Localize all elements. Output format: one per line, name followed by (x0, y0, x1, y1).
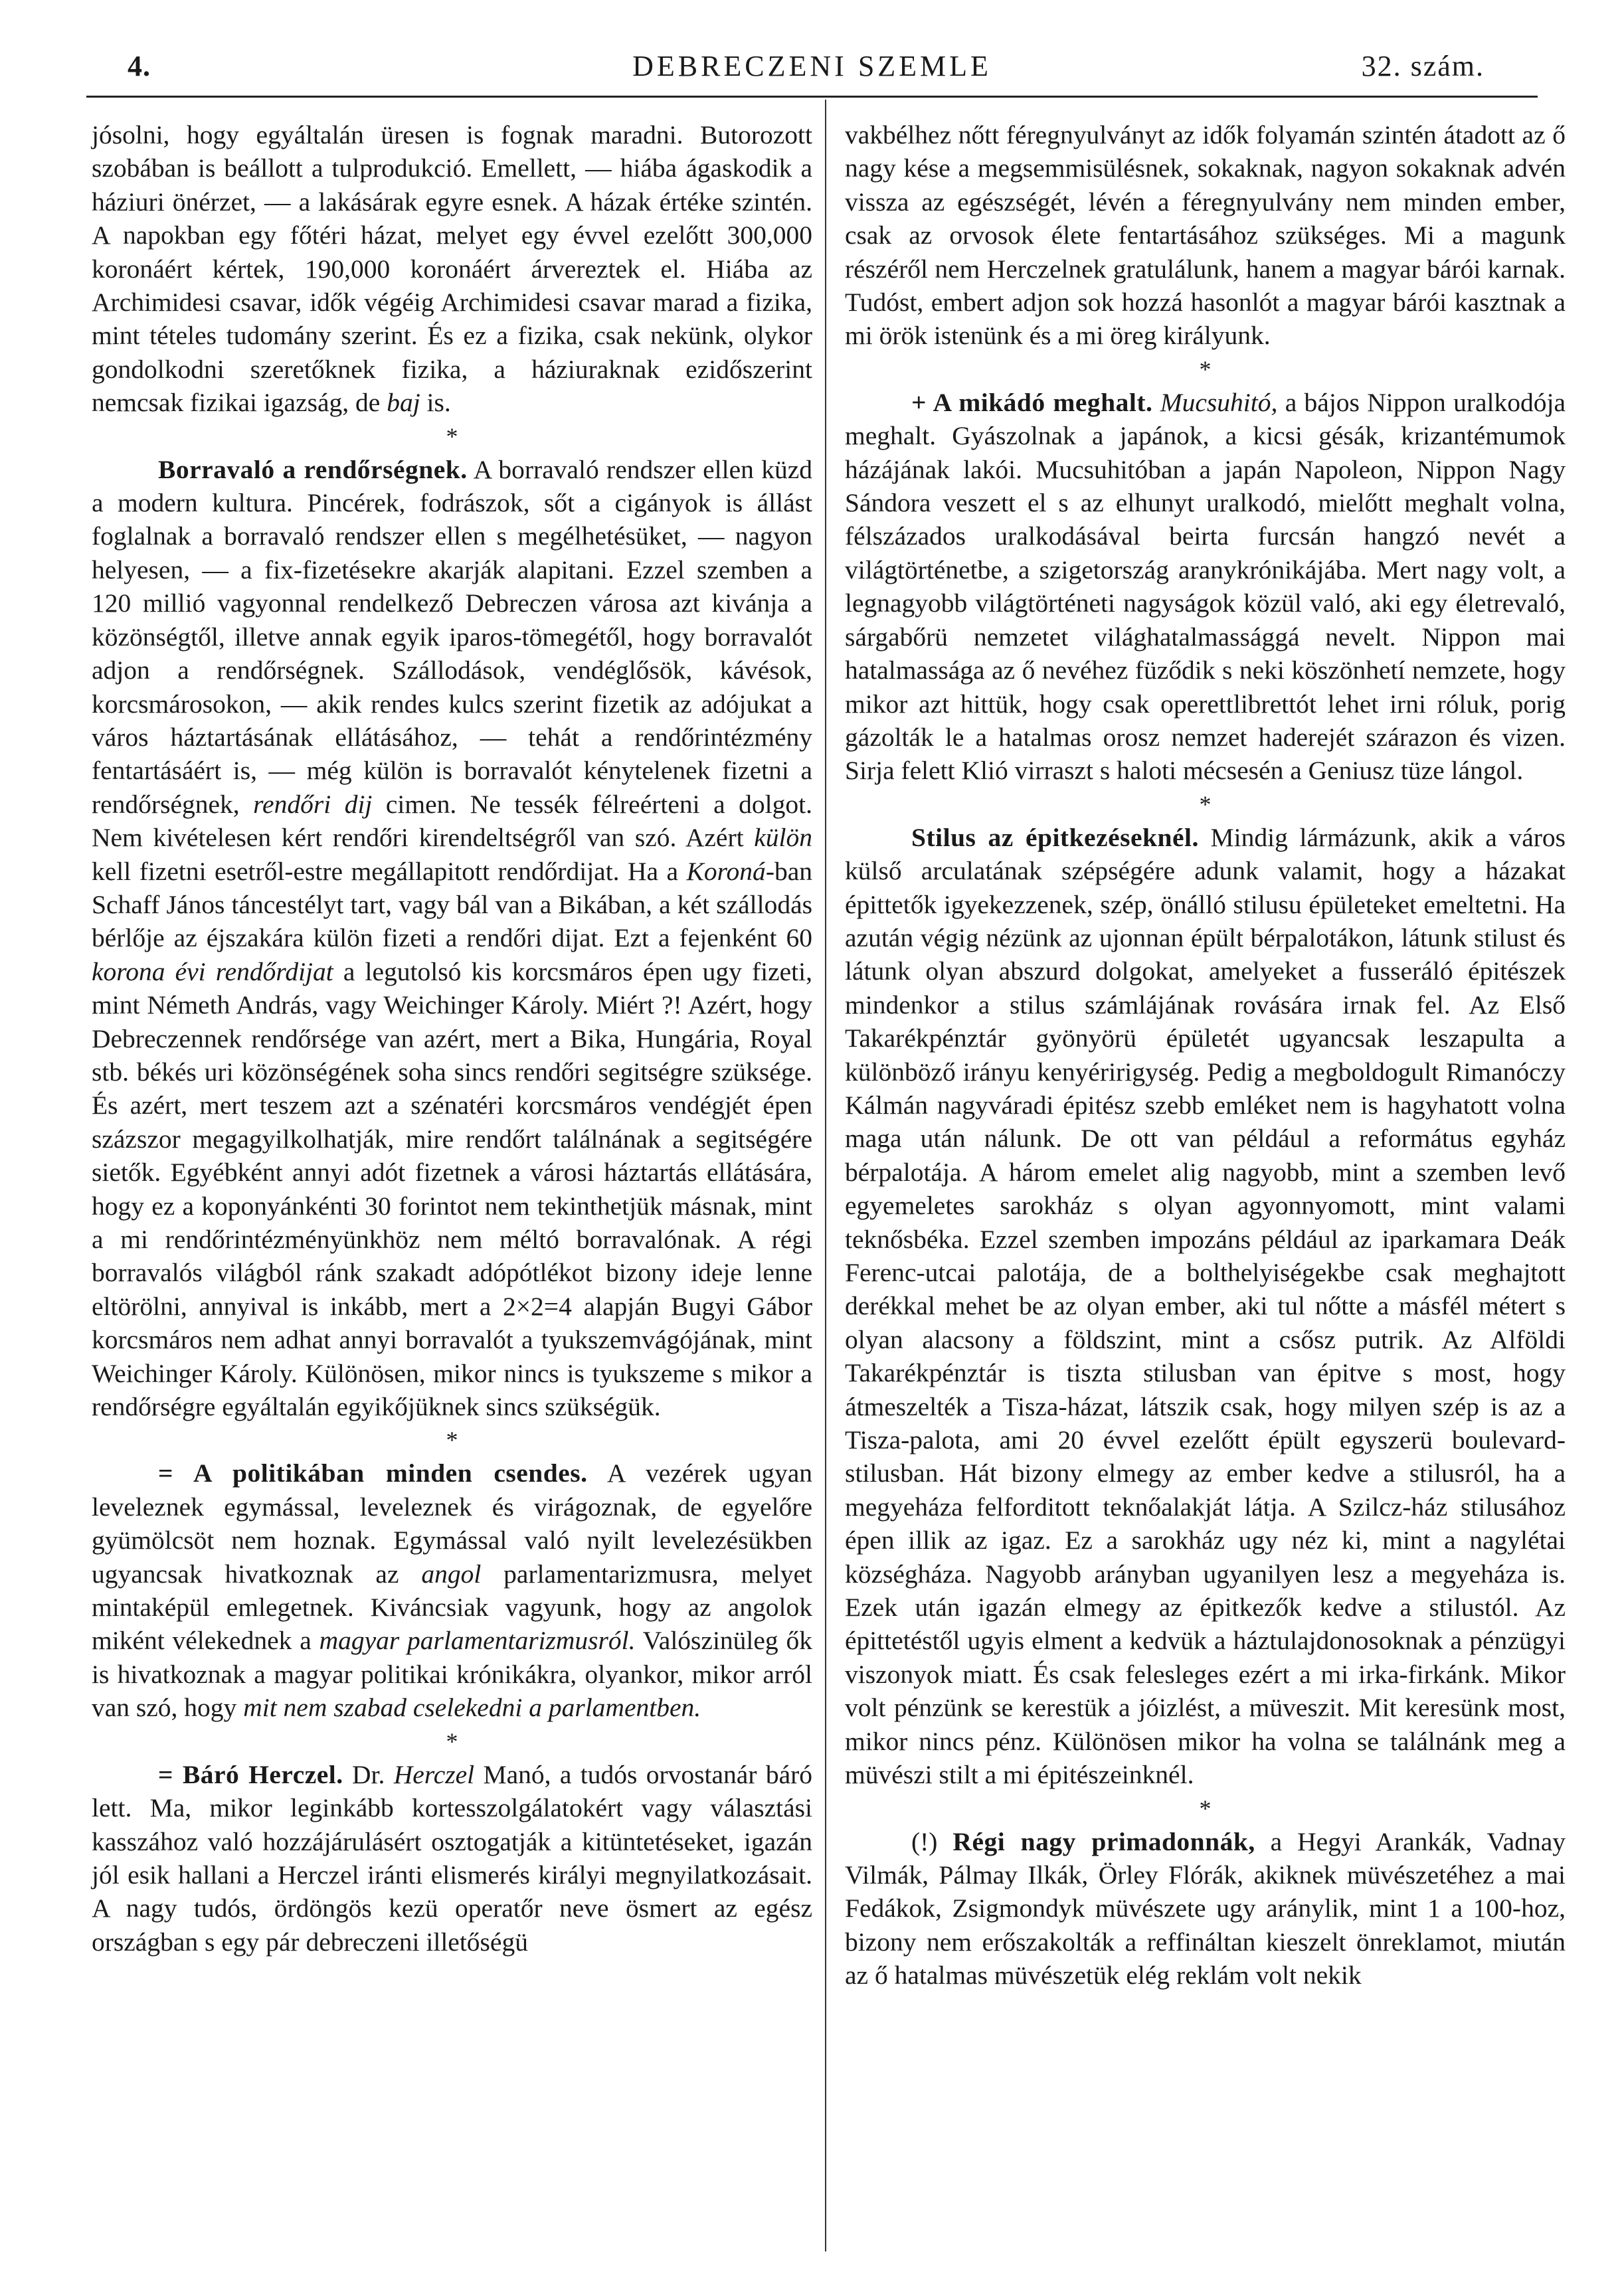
header-rule (86, 96, 1538, 98)
article-title: + A mikádó meghalt. (911, 387, 1153, 417)
section-separator: * (446, 1427, 458, 1454)
right-column (845, 118, 1566, 1992)
section-separator: * (1199, 790, 1212, 818)
article-title: = A politikában minden csendes. (158, 1458, 588, 1488)
page-header (86, 45, 1538, 98)
article-primadonnak: (!) Régi nagy primadonnák, a Hegyi Arankák, Vadnay Vilmák, Pálmay Ilkák, Örley Flórák, akiknek müvészetéhez a mai Fedákok, Zsigmondyk müvészete ugy aránylik, mint 1 a 100-hoz, bizony nem erőszakolták a reffináltan kieszelt önreklamot, miután az ő hatalmas müvészetük elég reklám volt nekik (845, 1826, 1566, 1990)
journal-title: DEBRECZENI SZEMLE (632, 50, 992, 82)
article-title: Borravaló a rendőrségnek. (158, 454, 468, 484)
page-number: 4. (128, 50, 151, 82)
article-stilus: Stilus az épitkezéseknél. Mindig lármázunk, akik a város külső arculatának szépségére adunk valamit, hogy a házakat épittetők igyekezzenek, szép, önálló stilusu épületeket emeltetni. Ha azután végig nézünk az ujonnan épült bérpalotákon, látunk stilust és látunk olyan abszurd dolgokat, amelyeket a fusseráló épitészek mindenkor a stilus számlájának rovására irnak fel. Az Első Takarékpénztár gyönyörü épületét ugyancsak leszapulta a különböző irányu kenyéririgység. Pedig a megboldogult Rimanóczy Kálmán nagyváradi épitész szebb emléket nem is hagyhatott volna maga után nálunk. De ott van például a református egyház bérpalotája. A három emelet alig nagyobb, mint a szemben levő egyemeletes sarokház s olyan agyonnyomott, mint valami teknősbéka. Ezzel szemben impozáns például az iparkamara Deák Ferenc-utcai palotája, de a bolthelyiségekbe csak meghajtott derékkal mehet be az olyan ember, aki tul nőtte a másfél métert s olyan alacsony a földszint, mint a csősz putrik. Az Alföldi Takarékpénztár is tiszta stilusban van épitve s most, hogy átmeszelték a Tisza-házat, látszik csak, hogy milyen szép is az a Tisza-palota, ami 20 évvel ezelőtt épült egyszerü boulevard-stilusban. Hát bizony elmegy az ember kedve a stilusról, ha a megyeháza felforditott teknőalakját látja. A Szilcz-ház stilusához épen illik az igaz. Ez a sarokház ugy néz ki, mint a nagylétai községháza. Nagyobb arányban ugyanilyen lesz a megyeháza is. Ezek után igazán elmegy az épitkezők kedve a stilustól. Az épittetéstől ugyis elment a kedvük a háztulajdonosoknak a pénzügyi viszonyok miatt. És csak felesleges ezért a mi irka-firkánk. Mikor volt pénzünk se kerestük a jóizlést, a müveszit. Mit keresünk most, mikor nincs pénz. Különösen mikor ha volna se találnánk meg a müvészi stilt a mi épitészeinknél. (845, 822, 1566, 1790)
section-separator: * (1199, 355, 1212, 383)
article-title: Stilus az épitkezéseknél. (911, 822, 1199, 852)
article-mikado: + A mikádó meghalt. Mucsuhitó, a bájos Nippon uralkodója meghalt. Gyászolnak a japánok, a kicsi gésák, krizantémumok házájának lakói. Mucsuhitóban a japán Napoleon, Nippon Nagy Sándora veszett el s az elhunyt uralkodó, mielőtt meghalt volna, félszázados uralkodásával beirta furcsán hangzó nevét a világtörténetbe, a szigetország aranykrónikájába. Mert nagy volt, a legnagyobb világtörténeti nagyságok közül való, aki egy életrevaló, sárgabőrü nemzetet világhatalmassággá nevelt. Nippon mai hatalmassága az ő nevéhez füződik s neki köszönhetí nemzete, hogy mikor azt hittük, hogy csak operettlibrettót lehet irni róluk, porig gázolták le a hatalmas orosz nemzet haderejét szárazon és vizen. Sirja felett Klió virraszt s haloti mécsesén a Geniusz tüze lángol. (845, 387, 1566, 786)
paragraph-herczel-cont: vakbélhez nőtt féregnyulványt az idők folyamán szintén átadott az ő nagy kése a megsemmisülésnek, sokaknak, nagyon sokaknak advén vissza az egészségét, lévén a féregnyulvány nem minden ember, csak az orvosok élete fentartásához szükséges. Mi a magunk részéről nem Herczelnek gratulálunk, hanem a magyar bárói karnak. Tudóst, embert adjon sok hozzá hasonlót a magyar bárói kasztnak a mi örök istenünk és a mi öreg királyunk. (845, 120, 1566, 351)
article-herczel: = Báró Herczel. Dr. Herczel Manó, a tudós orvostanár báró lett. Ma, mikor leginkább kortesszolgálatokért vagy választási kasszához való hozzájárulásért osztogatják a kitüntetéseket, igazán jól esik hallani a Herczel iránti elismerés királyi megnyilatkozásait. A nagy tudós, ördöngös kezü operatőr neve ösmert az egész országban s egy pár debreczeni illetőségü (92, 1759, 813, 1957)
column-divider (825, 100, 826, 2251)
article-title: Régi nagy primadonnák, (952, 1826, 1255, 1856)
paragraph-fizika: jósolni, hogy egyáltalán üresen is fognak maradni. Butorozott szobában is beállott a tulprodukció. Emellett, — hiába ágaskodik a háziuri önérzet, — a lakásárak egyre esnek. A házak értéke szintén. A napokban egy főtéri házat, melyet egy évvel ezelőtt 300,000 koronáért kértek, 190,000 koronáért árvereztek el. Hiába az Archimidesi csavar, idők végéig Archimidesi csavar marad a fizika, mint tételes tudomány szerint. És ez a fizika, csak nekünk, olykor gondolkodni szeretőknek fizika, a háziuraknak ezidőszerint nemcsak fizikai igazság, de baj is. (92, 120, 812, 418)
section-separator: * (446, 1727, 458, 1755)
issue-number: 32. szám. (1361, 50, 1485, 82)
article-borravalo: Borravaló a rendőrségnek. A borravaló rendszer ellen küzd a modern kultura. Pincérek, fodrászok, sőt a cigányok is állást foglalnak a borravaló rendszer ellen s megélhetésüket, — nagyon helyesen, — a fix-fizetésekre akarják alapitani. Ezzel szemben a 120 millió vagyonnal rendelkező Debreczen városa azt kivánja a közönségtől, illetve annak egyik iparos-tömegétől, hogy borravalót adjon a rendőrségnek. Szállodások, vendéglősök, kávésok, korcsmárosokon, — akik rendes kulcs szerint fizetik az adójukat a város háztartásának ellátásához, — tehát a rendőrintézmény fentartásáért is, — még külön is borravalót kénytelenek fizetni a rendőrségnek, rendőri dij cimen. Ne tessék félreérteni a dolgot. Nem kivételesen kért rendőri kirendeltségről van szó. Azért külön kell fizetni esetről-estre megállapitott rendőrdijat. Ha a Koroná-ban Schaff János táncestélyt tart, vagy bál van a Bikában, a két szállodás bérlője az éjszakára külön fizeti a rendőri dijat. Ezt a fejenként 60 korona évi rendőrdijat a legutolsó kis korcsmáros épen ugy fizeti, mint Németh András, vagy Weichinger Károly. Miért ?! Azért, hogy Debreczennek rendőrsége van azért, mert a Bika, Hungária, Royal stb. békés uri közönségének soha sincs rendőri segitségre szüksége. És azért, mert teszem azt a szénatéri korcsmáros vendégjét épen százszor megagyilkolhatják, mire rendőrt találnának a segitségére sietők. Egyébként annyi adót fizetnek a városi háztartás ellátására, hogy ez a koponyánkénti 30 forintot nem tekinthetjük másnak, mint a mi rendőrintézményünkhöz nem méltó borravalónak. A régi borravalós világból ránk szakadt adópótlékot bizony ideje lenne eltörölni, annyival is inkább, mert a 2×2=4 alapján Bugyi Gábor korcsmáros nem adhat annyi borravalót a tyukszemvágójának, mint Weichinger Károly. Különösen, mikor nincs is tyukszeme s mikor a rendőrségre egyáltalán egyikőjüknek sincs szükségük. (92, 454, 813, 1422)
section-separator: * (1199, 1795, 1212, 1822)
article-politika: = A politikában minden csendes. A vezérek ugyan leveleznek egymással, leveleznek és virágoznak, de egyelőre gyümölcsöt nem hoznak. Egymással való nyilt levelezésükben ugyancsak hivatkoznak az angol parlamentarizmusra, melyet mintaképül emlegetnek. Kiváncsiak vagyunk, hogy az angolok miként vélekednek a magyar parlamentarizmusról. Valószinüleg ők is hivatkoznak a magyar politikai krónikákra, olyankor, mikor arról van szó, hogy mit nem szabad cselekedni a parlamentben. (92, 1458, 813, 1723)
article-title: = Báró Herczel. (158, 1759, 343, 1789)
section-separator: * (446, 422, 458, 450)
left-column (92, 118, 812, 1959)
